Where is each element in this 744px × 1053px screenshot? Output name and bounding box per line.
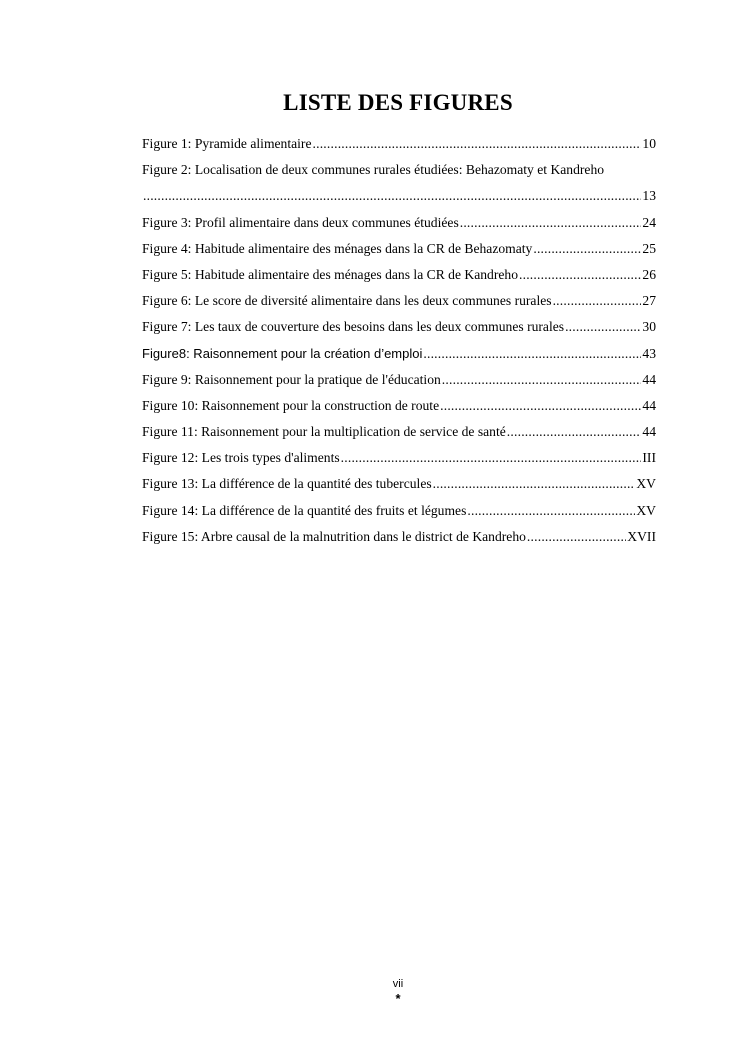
toc-entry-label: Figure 13: La différence de la quantité des tubercules — [142, 476, 432, 492]
toc-entry-page: XV — [636, 476, 656, 492]
toc-leader — [507, 419, 642, 445]
toc-entry-page: 44 — [642, 397, 656, 413]
toc-entry[interactable] — [142, 236, 656, 262]
toc-entry-label: Figure 1: Pyramide alimentaire — [142, 136, 312, 151]
toc-entry-page: XVII — [627, 528, 656, 544]
toc-entry[interactable] — [142, 445, 656, 471]
toc-leader — [143, 183, 641, 209]
toc-entry-label: Figure 5: Habitude alimentaire des ménages dans la CR de Kandreho — [142, 266, 518, 282]
page-title: LISTE DES FIGURES — [283, 90, 513, 115]
toc-leader — [423, 341, 641, 367]
toc-entry-label: Figure 4: Habitude alimentaire des ménages dans la CR de Behazomaty — [142, 240, 533, 256]
toc-entry[interactable] — [142, 210, 656, 236]
toc-leader — [433, 471, 636, 497]
toc-entry-page: 26 — [642, 266, 656, 282]
toc-entry-page: 25 — [642, 240, 656, 256]
toc-entry-label: Figure 15: Arbre causal de la malnutrition dans le district de Kandreho — [142, 528, 526, 544]
toc-entry-page: 10 — [642, 136, 656, 151]
toc-entry-label: Figure 2: Localisation de deux communes rurales étudiées: Behazomaty et Kandreho — [142, 162, 605, 178]
toc-entry-page: 44 — [642, 424, 656, 440]
toc-entry-label: Figure 3: Profil alimentaire dans deux communes étudiées — [142, 214, 459, 230]
toc-entry-page: XV — [636, 502, 656, 518]
toc-leader — [442, 367, 642, 393]
toc-entry[interactable] — [142, 393, 656, 419]
toc-entry-label: Figure 6: Le score de diversité alimentaire dans les deux communes rurales — [142, 293, 552, 309]
toc-entry-page: 43 — [642, 345, 656, 361]
toc-entry-page: 30 — [642, 319, 656, 335]
toc-leader — [313, 131, 642, 157]
toc-entry-continuation[interactable] — [142, 183, 656, 209]
toc-entry[interactable] — [142, 157, 656, 183]
toc-entry[interactable] — [142, 419, 656, 445]
toc-entry-page: 44 — [642, 371, 656, 387]
toc-leader — [440, 393, 641, 419]
toc-entry[interactable] — [142, 314, 656, 340]
toc-leader — [533, 236, 641, 262]
toc-entry-page: 27 — [642, 293, 656, 309]
footer-mark: * — [395, 991, 401, 1006]
toc-entry-label: Figure 7: Les taux de couverture des besoins dans les deux communes rurales — [142, 319, 565, 335]
toc-entry-label: Figure 14: La différence de la quantité des fruits et légumes — [142, 502, 467, 518]
figure-list — [142, 131, 656, 550]
toc-entry[interactable] — [142, 524, 656, 550]
toc-entry-page: 13 — [642, 188, 656, 204]
toc-entry[interactable] — [142, 498, 656, 524]
toc-entry-page: III — [642, 450, 656, 466]
toc-entry[interactable] — [142, 341, 656, 367]
toc-entry-label: Figure 9: Raisonnement pour la pratique de l'éducation — [142, 371, 441, 387]
toc-leader — [460, 210, 642, 236]
toc-leader — [553, 288, 642, 314]
toc-entry-label: Figure 10: Raisonnement pour la construction de route — [142, 397, 440, 413]
toc-entry[interactable] — [142, 131, 656, 157]
toc-entry[interactable] — [142, 288, 656, 314]
toc-leader — [467, 498, 635, 524]
toc-leader — [565, 314, 641, 340]
toc-entry[interactable] — [142, 471, 656, 497]
toc-entry[interactable] — [142, 367, 656, 393]
page-number: vii — [392, 978, 404, 990]
toc-leader — [341, 445, 642, 471]
toc-entry-label: Figure 11: Raisonnement pour la multiplication de service de santé — [142, 424, 506, 440]
toc-entry-page: 24 — [642, 214, 656, 230]
toc-entry-label: Figure8: Raisonnement pour la création d’emploi — [142, 345, 423, 361]
toc-leader — [519, 262, 641, 288]
toc-leader — [527, 524, 626, 550]
toc-entry-label: Figure 12: Les trois types d'aliments — [142, 450, 340, 466]
toc-entry[interactable] — [142, 262, 656, 288]
